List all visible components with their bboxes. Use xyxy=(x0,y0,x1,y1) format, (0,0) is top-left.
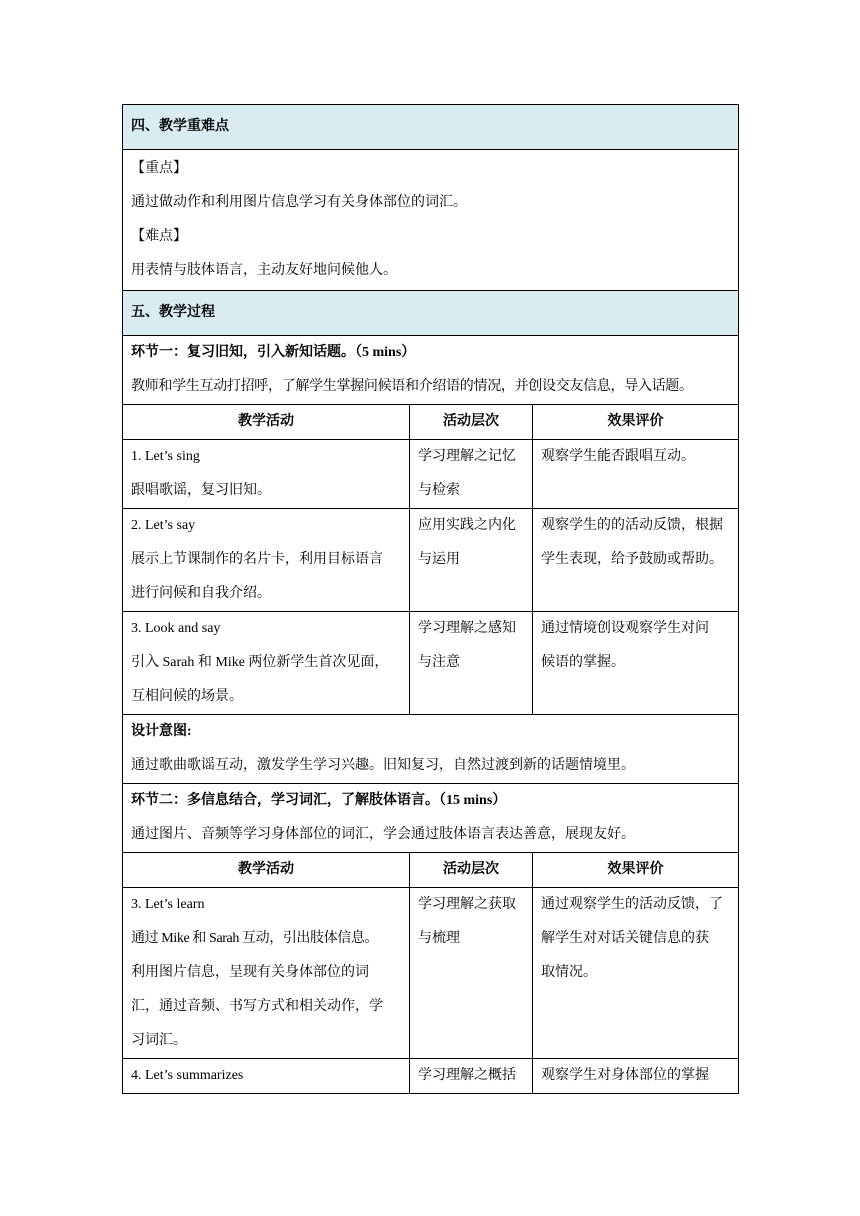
section-5-title: 五、教学过程 xyxy=(123,291,739,336)
key-text: 通过做动作和利用图片信息学习有关身体部位的词汇。 xyxy=(131,195,467,210)
eval-cell xyxy=(533,612,739,715)
eval-line: 候语的掌握。 xyxy=(541,655,625,670)
activity-line: 汇，通过音频、书写方式和相关动作，学 xyxy=(131,999,383,1014)
activity-line: 4. Let’s summarizes xyxy=(131,1068,244,1083)
activity-line: 进行问候和自我介绍。 xyxy=(131,586,271,601)
eval-cell xyxy=(533,888,739,1059)
level-line: 学习理解之概括 xyxy=(418,1068,516,1083)
eval-line: 解学生对对话关键信息的获 xyxy=(541,931,709,946)
level-cell xyxy=(410,888,533,1059)
eval-cell xyxy=(533,440,739,509)
activity-line: 展示上节课制作的名片卡，利用目标语言 xyxy=(131,552,383,567)
eval-line: 观察学生对身体部位的掌握 xyxy=(541,1068,709,1083)
stage-2-intro xyxy=(123,784,739,853)
stage-2-desc: 通过图片、音频等学习身体部位的词汇，学会通过肢体语言表达善意，展现友好。 xyxy=(131,827,635,842)
lesson-plan-table xyxy=(122,104,739,1094)
level-line: 与梳理 xyxy=(418,931,460,946)
activity-line: 跟唱歌谣，复习旧知。 xyxy=(131,483,271,498)
stage-1-title: 环节一：复习旧知，引入新知话题。（5 mins） xyxy=(131,345,416,360)
activity-cell xyxy=(123,509,410,612)
activity-cell xyxy=(123,888,410,1059)
activity-line: 3. Let’s learn xyxy=(131,897,205,912)
header-eval: 效果评价 xyxy=(533,405,739,440)
stage-1-intro xyxy=(123,336,739,405)
eval-cell xyxy=(533,1059,739,1094)
stage-2-title: 环节二：多信息结合，学习词汇，了解肢体语言。（15 mins） xyxy=(131,793,507,808)
key-label: 【重点】 xyxy=(131,161,187,176)
activity-line: 利用图片信息，呈现有关身体部位的词 xyxy=(131,965,369,980)
eval-line: 学生表现，给予鼓励或帮助。 xyxy=(541,552,723,567)
activity-line: 习词汇。 xyxy=(131,1033,187,1048)
table-row xyxy=(123,1059,739,1094)
design-intent-text: 通过歌曲歌谣互动，激发学生学习兴趣。旧知复习，自然过渡到新的话题情境里。 xyxy=(131,758,635,773)
table-header-row xyxy=(123,853,739,888)
level-line: 与运用 xyxy=(418,552,460,567)
section-4-title: 四、教学重难点 xyxy=(123,105,739,150)
stage-1-desc: 教师和学生互动打招呼，了解学生掌握问候语和介绍语的情况，并创设交友信息，导入话题。 xyxy=(131,379,693,394)
level-line: 应用实践之内化 xyxy=(418,518,516,533)
table-row xyxy=(123,612,739,715)
table-row xyxy=(123,888,739,1059)
level-line: 与注意 xyxy=(418,655,460,670)
level-cell xyxy=(410,1059,533,1094)
activity-line: 引入 Sarah 和 Mike 两位新学生首次见面， xyxy=(131,655,389,670)
activity-line: 3. Look and say xyxy=(131,621,221,636)
difficult-label: 【难点】 xyxy=(131,229,187,244)
key-points-cell xyxy=(123,150,739,291)
header-activity: 教学活动 xyxy=(123,853,410,888)
level-cell xyxy=(410,612,533,715)
header-activity: 教学活动 xyxy=(123,405,410,440)
header-level: 活动层次 xyxy=(410,853,533,888)
eval-cell xyxy=(533,509,739,612)
level-line: 与检索 xyxy=(418,483,460,498)
eval-line: 观察学生能否跟唱互动。 xyxy=(541,449,695,464)
activity-line: 1. Let’s sing xyxy=(131,449,200,464)
level-line: 学习理解之记忆 xyxy=(418,449,516,464)
difficult-text: 用表情与肢体语言，主动友好地问候他人。 xyxy=(131,263,397,278)
eval-line: 观察学生的的活动反馈，根据 xyxy=(541,518,723,533)
lesson-plan-document xyxy=(122,104,738,1094)
activity-cell xyxy=(123,1059,410,1094)
activity-line: 互相问候的场景。 xyxy=(131,689,243,704)
activity-line: 通过 Mike 和 Sarah 互动，引出肢体信息。 xyxy=(131,931,379,946)
activity-line: 2. Let’s say xyxy=(131,518,196,533)
header-eval: 效果评价 xyxy=(533,853,739,888)
level-cell xyxy=(410,509,533,612)
level-line: 学习理解之获取 xyxy=(418,897,516,912)
table-row xyxy=(123,509,739,612)
eval-line: 通过观察学生的活动反馈，了 xyxy=(541,897,723,912)
level-cell xyxy=(410,440,533,509)
eval-line: 取情况。 xyxy=(541,965,597,980)
activity-cell xyxy=(123,612,410,715)
design-intent-cell xyxy=(123,715,739,784)
activity-cell xyxy=(123,440,410,509)
header-level: 活动层次 xyxy=(410,405,533,440)
design-intent-label: 设计意图: xyxy=(131,724,192,739)
table-row xyxy=(123,440,739,509)
eval-line: 通过情境创设观察学生对问 xyxy=(541,621,709,636)
table-header-row xyxy=(123,405,739,440)
level-line: 学习理解之感知 xyxy=(418,621,516,636)
